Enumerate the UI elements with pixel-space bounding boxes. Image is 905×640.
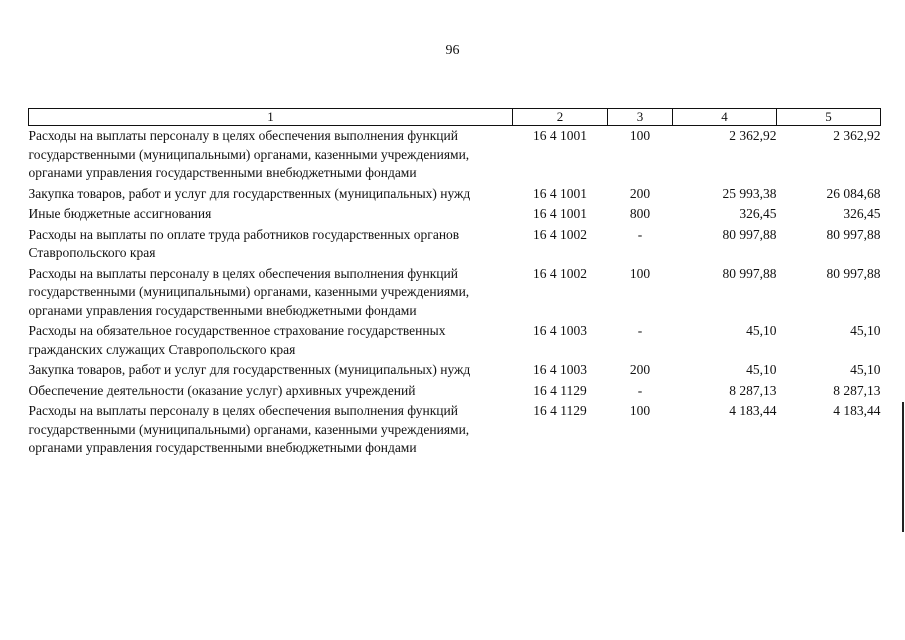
column-header-1: 1 xyxy=(29,109,513,126)
row-expense-type: - xyxy=(637,226,643,242)
row-code: 16 4 1003 xyxy=(533,362,587,377)
row-expense-type: 200 xyxy=(629,185,651,201)
row-amount-year-2: 45,10 xyxy=(850,362,881,377)
column-header-4: 4 xyxy=(673,109,777,126)
row-code: 16 4 1001 xyxy=(533,128,587,143)
row-amount-year-1: 4 183,44 xyxy=(729,403,777,418)
table-row xyxy=(29,382,881,403)
row-amount-year-2: 326,45 xyxy=(843,206,881,221)
row-expense-type: 100 xyxy=(629,265,651,281)
row-expense-type: 800 xyxy=(629,206,651,221)
row-name: Расходы на выплаты персоналу в целях обеспечения выполнения функций государственными (муниципальными) органами, казенными учреждениями, органами управления государственными внебюджетными фондами xyxy=(28,265,470,318)
table-row xyxy=(29,402,881,460)
row-expense-type: - xyxy=(637,382,643,398)
row-amount-year-2: 80 997,88 xyxy=(826,265,881,281)
table-row xyxy=(29,265,881,323)
row-amount-year-2: 45,10 xyxy=(850,323,881,338)
row-expense-type: - xyxy=(637,323,643,338)
row-amount-year-1: 45,10 xyxy=(746,323,777,338)
row-amount-year-1: 25 993,38 xyxy=(722,185,777,201)
row-code: 16 4 1002 xyxy=(533,226,587,242)
row-name: Расходы на обязательное государственное страхование государственных гражданских служащих Ставропольского края xyxy=(28,323,446,357)
row-amount-year-2: 26 084,68 xyxy=(826,185,881,201)
table-row xyxy=(29,205,881,226)
row-expense-type: 200 xyxy=(629,362,651,377)
row-name: Обеспечение деятельности (оказание услуг) архивных учреждений xyxy=(28,382,416,398)
table-row xyxy=(29,322,881,361)
row-code: 16 4 1129 xyxy=(533,382,587,398)
table-body xyxy=(29,126,881,460)
row-expense-type: 100 xyxy=(629,128,651,143)
budget-table xyxy=(28,108,881,460)
page-number: 96 xyxy=(445,43,460,58)
row-amount-year-2: 8 287,13 xyxy=(833,382,881,398)
row-amount-year-1: 80 997,88 xyxy=(722,265,777,281)
row-code: 16 4 1129 xyxy=(533,403,587,418)
column-number-row xyxy=(29,109,881,126)
row-name: Закупка товаров, работ и услуг для государственных (муниципальных) нужд xyxy=(28,362,471,377)
row-amount-year-1: 45,10 xyxy=(746,362,777,377)
row-name: Расходы на выплаты персоналу в целях обеспечения выполнения функций государственными (муниципальными) органами, казенными учреждениями, органами управления государственными внебюджетными фондами xyxy=(28,403,470,455)
column-header-5: 5 xyxy=(777,109,881,126)
row-amount-year-1: 326,45 xyxy=(739,206,777,221)
column-header-3: 3 xyxy=(608,109,673,126)
row-name: Расходы на выплаты по оплате труда работников государственных органов Ставропольского края xyxy=(28,226,460,260)
row-amount-year-1: 2 362,92 xyxy=(729,128,777,143)
table-row xyxy=(29,126,881,185)
row-name: Иные бюджетные ассигнования xyxy=(28,206,212,221)
row-amount-year-2: 80 997,88 xyxy=(826,226,881,242)
row-amount-year-2: 4 183,44 xyxy=(833,403,881,418)
row-amount-year-1: 80 997,88 xyxy=(722,226,777,242)
row-code: 16 4 1002 xyxy=(533,265,587,281)
row-code: 16 4 1003 xyxy=(533,323,587,338)
row-name: Расходы на выплаты персоналу в целях обеспечения выполнения функций государственными (муниципальными) органами, казенными учреждениями, органами управления государственными внебюджетными фондами xyxy=(28,128,470,180)
table-row xyxy=(29,185,881,206)
scan-edge-mark xyxy=(902,402,904,532)
table-row xyxy=(29,361,881,382)
table-row xyxy=(29,226,881,265)
column-header-2: 2 xyxy=(513,109,608,126)
row-expense-type: 100 xyxy=(629,403,651,418)
row-code: 16 4 1001 xyxy=(533,206,587,221)
row-amount-year-2: 2 362,92 xyxy=(833,128,881,143)
row-amount-year-1: 8 287,13 xyxy=(729,382,777,398)
row-code: 16 4 1001 xyxy=(533,185,587,201)
row-name: Закупка товаров, работ и услуг для государственных (муниципальных) нужд xyxy=(28,185,471,201)
